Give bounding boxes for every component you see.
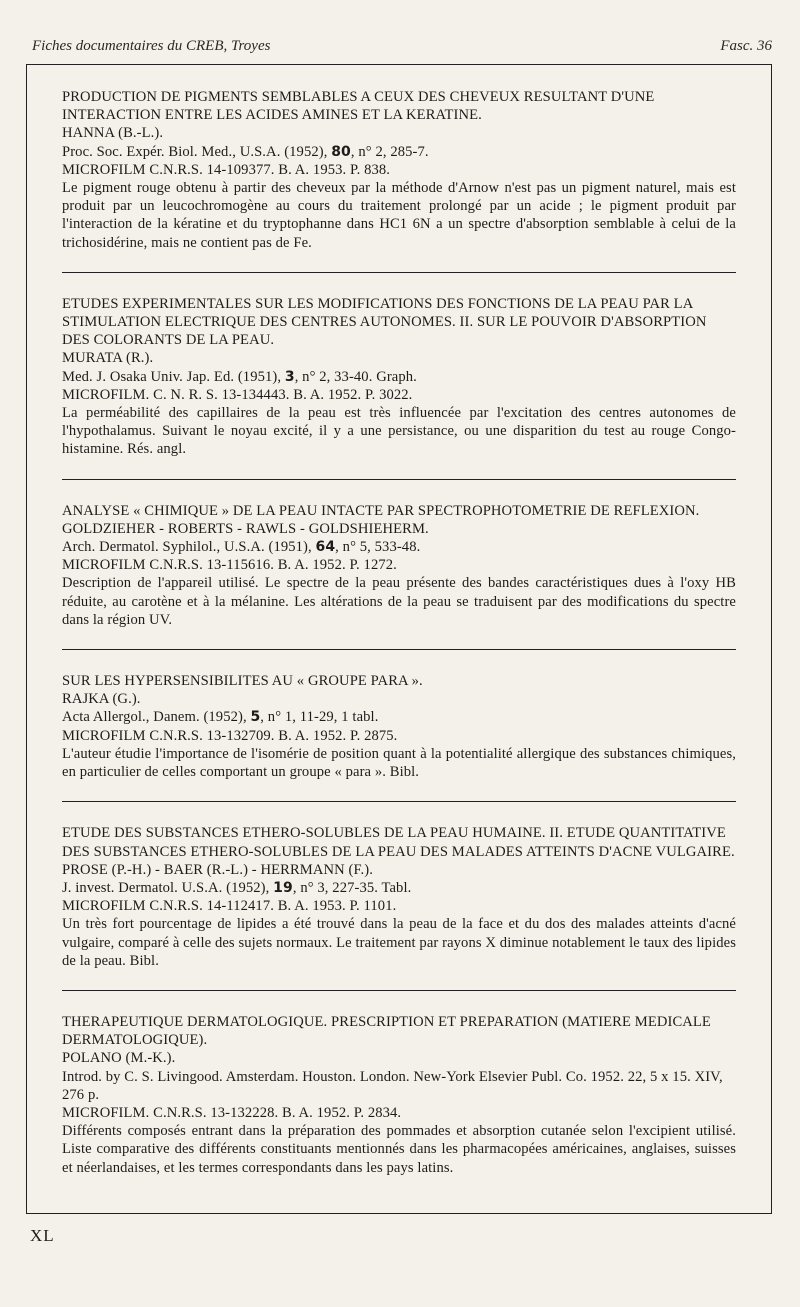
entry-author: RAJKA (G.). — [62, 691, 141, 708]
entry-title: ETUDE DES SUBSTANCES ETHERO-SOLUBLES DE LA PEAU HUMAINE. II. ETUDE QUANTITATIVE DES SUBSTANCES ETHERO-SOLUBLES DE LA PEAU DES MALADES ATTEINTS D'ACNE VULGAIRE. — [62, 825, 735, 860]
entry — [62, 672, 736, 781]
entry-description: Le pigment rouge obtenu à partir des cheveux par la méthode d'Arnow n'est pas un pigment naturel, mais est produit par un leucochromogène au cours du traitement prolongé par un acide ; le pigment produit par l'interaction de la kératine et du tryptophanne dans HC1 6N a un spectre d'absorption semblable à celui de la trichosidérine, mais ne contient pas de Fe. — [62, 180, 736, 251]
entry-volume: 19 — [273, 879, 293, 896]
entry-description: La perméabilité des capillaires de la peau est très influencée par l'excitation des centres autonomes de l'hypothalamus. Suivant le noyau excité, il y a une persistance, ou une disparition du test au rouge Congo-histamine. Rés. angl. — [62, 405, 736, 458]
entry-title: THERAPEUTIQUE DERMATOLOGIQUE. PRESCRIPTION ET PREPARATION (MATIERE MEDICALE DERMATOLOGIQUE). — [62, 1013, 711, 1049]
entry-microfilm: MICROFILM C.N.R.S. 14-112417. B. A. 1953. P. 1101. — [62, 898, 397, 915]
fascicle-number: Fasc. 36 — [720, 38, 772, 54]
entry-source: Med. J. Osaka Univ. Jap. Ed. (1951), 3, n° 2, 33-40. Graph. — [62, 368, 417, 385]
entry-title: PRODUCTION DE PIGMENTS SEMBLABLES A CEUX DES CHEVEUX RESULTANT D'UNE INTERACTION ENTRE LES ACIDES AMINES ET LA KERATINE. — [62, 89, 655, 124]
entry-title: SUR LES HYPERSENSIBILITES AU « GROUPE PARA ». — [62, 673, 423, 690]
entry-description: Un très fort pourcentage de lipides a été trouvé dans la peau de la face et du dos des malades atteints d'acné vulgaire, comparé à celle des sujets normaux. Le traitement par rayons X diminue notablement le taux des lipides de la peau. Bibl. — [62, 916, 736, 969]
entry — [62, 295, 736, 459]
entry-source: Acta Allergol., Danem. (1952), 5, n° 1, 11-29, 1 tabl. — [62, 709, 379, 726]
entry-author: PROSE (P.-H.) - BAER (R.-L.) - HERRMANN (F.). — [62, 861, 374, 878]
entry-divider — [62, 479, 736, 480]
entry-description: Description de l'appareil utilisé. Le spectre de la peau présente des bandes caractéristiques dues à l'oxy HB réduite, au carotène et à la mélanine. Les altérations de la peau se traduisent par des modifications du spectre dans la région UV. — [62, 575, 736, 628]
entry-title: ETUDES EXPERIMENTALES SUR LES MODIFICATIONS DES FONCTIONS DE LA PEAU PAR LA STIMULATION ELECTRIQUE DES CENTRES AUTONOMES. II. SUR LE POUVOIR D'ABSORPTION DES COLORANTS DE LA PEAU. — [62, 295, 707, 349]
running-head — [32, 38, 772, 60]
entry-microfilm: MICROFILM. C.N.R.S. 13-132228. B. A. 1952. P. 2834. — [62, 1104, 402, 1121]
entry-divider — [62, 801, 736, 802]
entry-source: Arch. Dermatol. Syphilol., U.S.A. (1951), 64, n° 5, 533-48. — [62, 539, 421, 556]
entry-author: HANNA (B.-L.). — [62, 125, 164, 142]
entry-title: ANALYSE « CHIMIQUE » DE LA PEAU INTACTE PAR SPECTROPHOTOMETRIE DE REFLEXION. — [62, 502, 700, 519]
entry — [62, 88, 736, 252]
entry-source: Proc. Soc. Expér. Biol. Med., U.S.A. (1952), 80, n° 2, 285-7. — [62, 143, 429, 160]
entry-microfilm: MICROFILM C.N.R.S. 14-109377. B. A. 1953. P. 838. — [62, 161, 391, 178]
entry-volume: 64 — [315, 539, 336, 556]
entry-divider — [62, 990, 736, 991]
entry-source: J. invest. Dermatol. U.S.A. (1952), 19, n° 3, 227-35. Tabl. — [62, 879, 412, 896]
entry — [62, 502, 736, 629]
entry-microfilm: MICROFILM C.N.R.S. 13-132709. B. A. 1952. P. 2875. — [62, 727, 398, 744]
entry-volume: 3 — [284, 368, 295, 385]
entry — [62, 824, 736, 970]
page-folio: XL — [30, 1226, 55, 1245]
entry-divider — [62, 272, 736, 273]
entries-list — [62, 88, 736, 1177]
entry-volume: 80 — [331, 143, 351, 160]
entry-source: Introd. by C. S. Livingood. Amsterdam. Houston. London. New-York Elsevier Publ. Co. 1952. 22, 5 x 15. XIV, 276 p. — [62, 1068, 723, 1103]
entry-author: POLANO (M.-K.). — [62, 1050, 176, 1067]
entry — [62, 1013, 736, 1177]
entry-divider — [62, 649, 736, 650]
entry-microfilm: MICROFILM. C. N. R. S. 13-134443. B. A. 1952. P. 3022. — [62, 386, 413, 403]
entry-author: MURATA (R.). — [62, 350, 154, 367]
running-head-title: Fiches documentaires du CREB, Troyes — [32, 38, 271, 54]
entry-description: Différents composés entrant dans la préparation des pommades et absorption cutanée selon l'excipient utilisé. Liste comparative des différents constituants mentionnés dans les pharmacopées américaines, anglaises, suisses et néerlandaises, et les termes correspondants dans les pays latins. — [62, 1123, 736, 1176]
entry-microfilm: MICROFILM C.N.R.S. 13-115616. B. A. 1952. P. 1272. — [62, 557, 397, 574]
entry-description: L'auteur étudie l'importance de l'isomérie de position quant à la potentialité allergique des substances chimiques, en particulier de celles comportant un groupe « para ». Bibl. — [62, 745, 736, 781]
entry-author: GOLDZIEHER - ROBERTS - RAWLS - GOLDSHIEHERM. — [62, 520, 429, 537]
entry-volume: 5 — [250, 709, 261, 726]
